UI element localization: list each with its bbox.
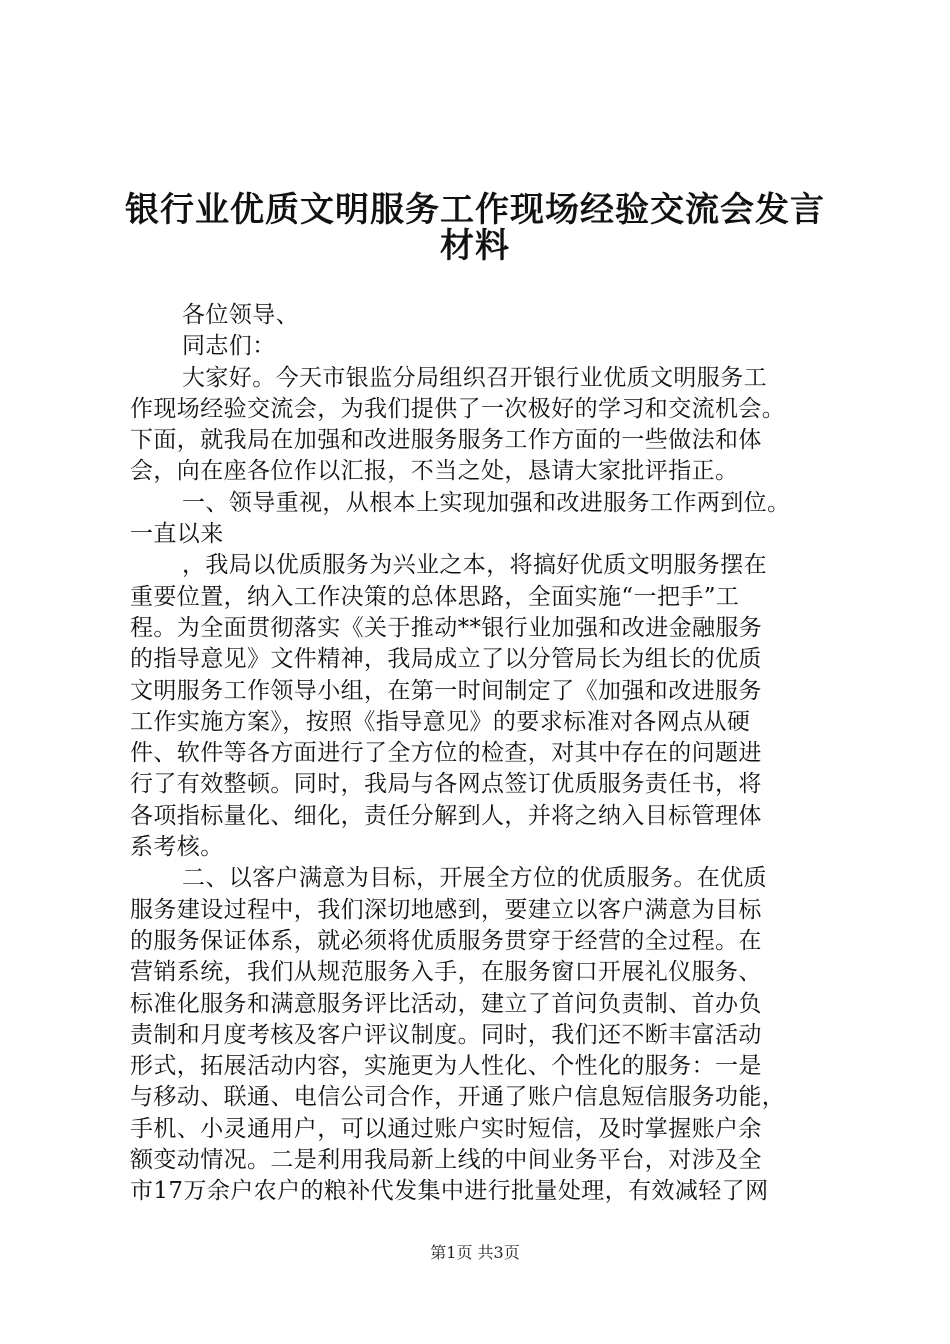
body-text-line: 大家好。今天市银监分局组织召开银行业优质文明服务工 [182, 364, 767, 391]
body-text-line: 各位领导、 [182, 302, 299, 328]
body-text-line: 标准化服务和满意服务评比活动，建立了首问负责制、首办负 [130, 990, 762, 1017]
document-title-line-1: 银行业优质文明服务工作现场经验交流会发言 [125, 190, 825, 230]
body-text-line: 下面，就我局在加强和改进服务服务工作方面的一些做法和体 [130, 427, 762, 454]
body-text-line: 一直以来 [130, 521, 224, 548]
body-text-line: 服务建设过程中，我们深切地感到，要建立以客户满意为目标 [130, 896, 762, 923]
body-text-line: 形式，拓展活动内容，实施更为人性化、个性化的服务：一是 [130, 1053, 762, 1080]
document-title-line-2: 材料 [440, 226, 510, 266]
body-text-line: 件、软件等各方面进行了全方位的检查，对其中存在的问题进 [130, 740, 762, 767]
body-text-line: 行了有效整顿。同时，我局与各网点签订优质服务责任书，将 [130, 771, 762, 798]
body-text-line: 额变动情况。二是利用我局新上线的中间业务平台，对涉及全 [130, 1147, 762, 1174]
page-footer: 第1页 共3页 [430, 1243, 520, 1262]
body-text-line: 程。为全面贯彻落实《关于推动**银行业加强和改进金融服务 [130, 614, 763, 641]
body-text-line: 系考核。 [130, 834, 224, 861]
body-text-line: 同志们： [182, 333, 276, 360]
body-text-line: 手机、小灵通用户，可以通过账户实时短信，及时掌握账户余 [130, 1115, 762, 1142]
body-text-line: 营销系统，我们从规范服务入手，在服务窗口开展礼仪服务、 [130, 959, 762, 986]
body-text-line: 文明服务工作领导小组，在第一时间制定了《加强和改进服务 [130, 677, 762, 704]
body-text-line: 会，向在座各位作以汇报，不当之处，恳请大家批评指正。 [130, 458, 739, 485]
body-text-line: 市17万余户农户的粮补代发集中进行批量处理，有效减轻了网 [130, 1178, 769, 1205]
body-text-line: 各项指标量化、细化，责任分解到人，并将之纳入目标管理体 [130, 802, 762, 829]
body-text-line: 与移动、联通、电信公司合作，开通了账户信息短信服务功能， [130, 1084, 786, 1111]
body-text-line: 的指导意见》文件精神，我局成立了以分管局长为组长的优质 [130, 646, 762, 673]
body-text-line: 责制和月度考核及客户评议制度。同时，我们还不断丰富活动 [130, 1021, 762, 1048]
body-text-line: 作现场经验交流会，为我们提供了一次极好的学习和交流机会。 [130, 395, 786, 422]
body-text-line: 二、以客户满意为目标，开展全方位的优质服务。在优质 [182, 865, 767, 892]
document-body [130, 300, 830, 1208]
body-text-line: 的服务保证体系，就必须将优质服务贯穿于经营的全过程。在 [130, 927, 762, 954]
body-text-line: 一、领导重视，从根本上实现加强和改进服务工作两到位。 [182, 489, 791, 516]
body-text-line: 工作实施方案》，按照《指导意见》的要求标准对各网点从硬 [130, 708, 751, 735]
body-text-line: 重要位置，纳入工作决策的总体思路，全面实施“一把手”工 [130, 583, 740, 610]
body-text-line: ，我局以优质服务为兴业之本，将搞好优质文明服务摆在 [182, 552, 767, 579]
